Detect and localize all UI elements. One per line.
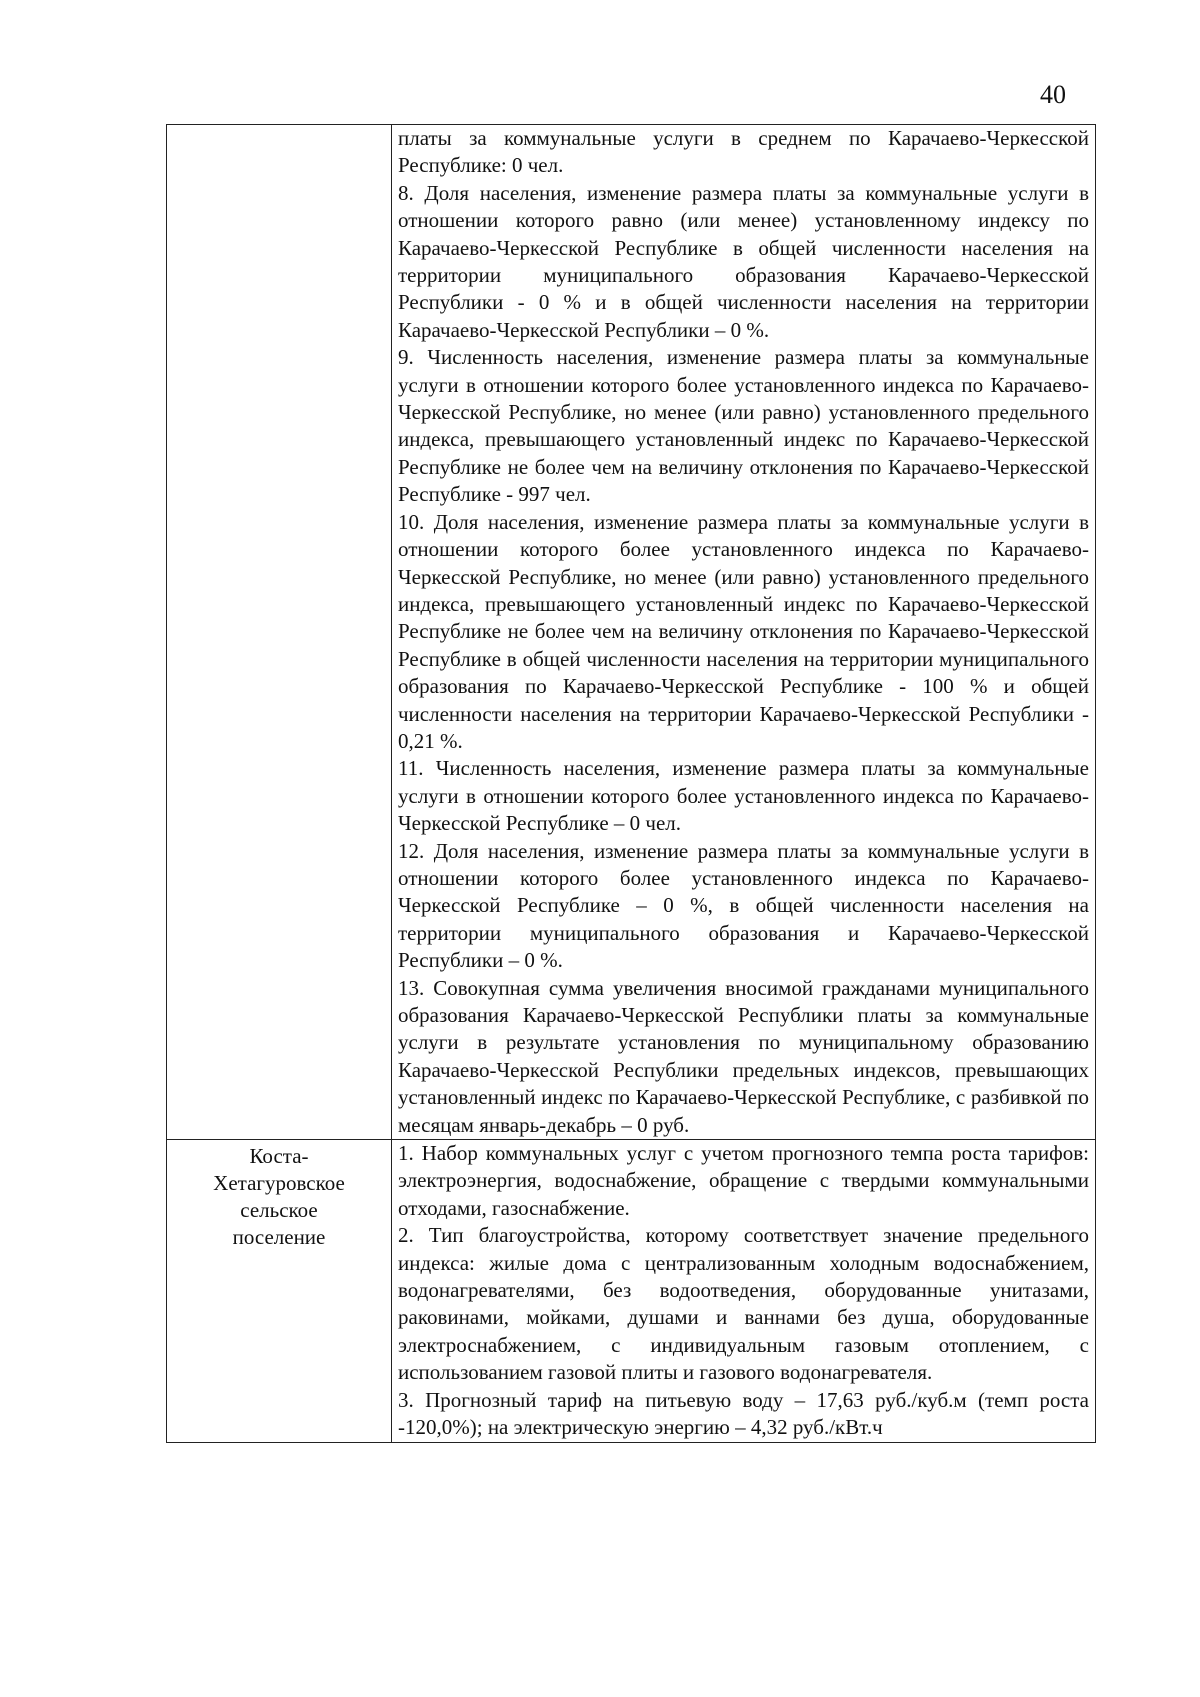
paragraph: 8. Доля населения, изменение размера платы за коммунальные услуги в отношении которого равно (или менее) установленному индексу по Карачаево-Черкесской Республике в общей численности населения на территории муниципального образования Карачаево-Черкесской Республики - 0 % и в общей численности населения на территории Карачаево-Черкесской Республики – 0 %.: [398, 180, 1089, 342]
paragraph: 1. Набор коммунальных услуг с учетом прогнозного темпа роста тарифов: электроэнергия, водоснабжение, обращение с твердыми коммунальными отходами, газоснабжение.: [398, 1141, 1089, 1220]
table-row: [167, 125, 1096, 1140]
table-row: [167, 1140, 1096, 1442]
paragraph: 2. Тип благоустройства, которому соответствует значение предельного индекса: жилые дома с централизованным холодным водоснабжением, водонагревателями, без водоотведения, оборудованные унитазами, раковинами, мойками, душами и ваннами без душа, оборудованные электроснабжением, с индивидуальным газовым отоплением, с использованием газовой плиты и газового водонагревателя.: [398, 1223, 1089, 1385]
page-number: 40: [1040, 80, 1066, 109]
paragraph: 9. Численность населения, изменение размера платы за коммунальные услуги в отношении которого более установленного индекса по Карачаево-Черкесской Республике, но менее (или равно) установленного предельного индекса, превышающего установленный индекс по Карачаево-Черкесской Республике не более чем на величину отклонения по Карачаево-Черкесской Республике - 997 чел.: [398, 345, 1089, 507]
paragraph: 11. Численность населения, изменение размера платы за коммунальные услуги в отношении которого более установленного индекса по Карачаево-Черкесской Республике – 0 чел.: [398, 756, 1089, 836]
indices-table: [166, 124, 1096, 1443]
details-cell: [392, 125, 1096, 1140]
paragraph: 3. Прогнозный тариф на питьевую воду – 17,63 руб./куб.м (темп роста -120,0%); на электрическую энергию – 4,32 руб./кВт.ч: [398, 1387, 1089, 1440]
details-cell: [392, 1140, 1096, 1442]
municipality-name: [173, 125, 385, 128]
paragraph: 12. Доля населения, изменение размера платы за коммунальные услуги в отношении которого более установленного индекса по Карачаево-Черкесской Республике – 0 %, в общей численности населения на территории муниципального образования и Карачаево-Черкесской Республики – 0 %.: [398, 838, 1089, 973]
paragraph: 10. Доля населения, изменение размера платы за коммунальные услуги в отношении которого более установленного индекса по Карачаево-Черкесской Республике, но менее (или равно) установленного предельного индекса, превышающего установленный индекс по Карачаево-Черкесской Республике не более чем на величину отклонения по Карачаево-Черкесской Республике в общей численности населения на территории муниципального образования по Карачаево-Черкесской Республике - 100 % и общей численности населения на территории Карачаево-Черкесской Республики - 0,21 %.: [398, 509, 1089, 753]
paragraph: платы за коммунальные услуги в среднем по Карачаево-Черкесской Республике: 0 чел.: [398, 126, 1089, 178]
municipality-cell: [167, 125, 392, 1140]
paragraph: 13. Совокупная сумма увеличения вносимой гражданами муниципального образования Карачаево-Черкесской Республики платы за коммунальные услуги в результате установления по муниципальному образованию Карачаево-Черкесской Республики предельных индексов, превышающих установленный индекс по Карачаево-Черкесской Республике, с разбивкой по месяцам январь-декабрь – 0 руб.: [398, 975, 1089, 1137]
municipality-name: Коста- Хетагуровское сельское поселение: [213, 1144, 345, 1250]
municipality-cell: [167, 1140, 392, 1442]
